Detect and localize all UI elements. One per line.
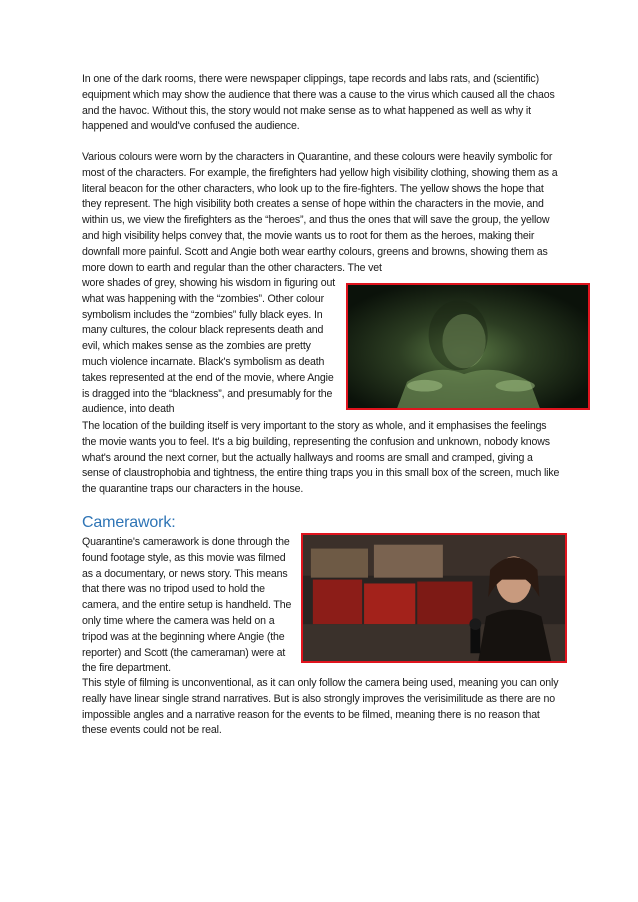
reporter-still-image <box>301 533 567 663</box>
paragraph-camerawork: Quarantine's camerawork is done through the found footage style, as this movie was filmed as a documentary, or news story. This means that there was no tripod used to hold the camera, and the entire setup is handheld. The only time where the camera was held on a tripod was at the beginning where Angie (the reporter) and Scott (the cameraman) were at the fire department. <box>82 536 292 675</box>
paragraph-location: The location of the building itself is very important to the story as whole, and it emphasises the feelings the movie wants you to feel. It's a big building, representing the confusion and unknown, nobody knows what's around the next corner, but the actually hallways and rooms are small and cramped, giving a sense of claustrophobia and tightness, the entire thing traps you in this small box of the screen, much like the quarantine traps our characters in the house. <box>82 420 560 496</box>
night-vision-still-image <box>346 283 590 410</box>
paragraph-filming-style: This style of filming is unconventional, as it can only follow the camera being used, meaning you can only really have linear single strand narratives. But is also strongly improves the verisimilitude as there are no impossible angles and a narrative reason for the events to be filmed, meaning there is no reason that these events could not be real. <box>82 677 559 737</box>
section-heading-camerawork: Camerawork: <box>82 514 176 531</box>
paragraph-evidence: In one of the dark rooms, there were newspaper clippings, tape records and labs rats, and (scientific) equipment which may show the audience that there was a cause to the virus which caused all the chaos and the havoc. Without this, the story would not make sense as to what happened as well as why it happened and would've confused the audience. <box>82 73 555 133</box>
reporter-picture <box>303 535 565 661</box>
paragraph-colours: Various colours were worn by the characters in Quarantine, and these colours were heavily symbolic for most of the characters. For example, the firefighters had yellow high visibility clothing, showing them as a literal beacon for the other characters, who look up to the fire-fighters. The yellow shows the hope that they represent. The high visibility both creates a sense of hope within the characters in the movie, and within us, we view the firefighters as the “heroes”, and thus the ones that will save the group, the yellow and high visibility helps convey that, the movie wants us to root for them as the heroes, making their downfall more painful. Scott and Angie both wear earthy colours, greens and browns, showing them as more down to earth and regular than the other characters. The vet <box>82 151 558 274</box>
night-vision-picture <box>348 285 588 408</box>
paragraph-colours-continued: wore shades of grey, showing his wisdom in figuring out what was happening with the “zombies”. Other colour symbolism includes the “zombies” fully black eyes. In many cultures, the colour black represents death and evil, which makes sense as the zombies are pretty much violence incarnate. Black's symbolism as death takes represented at the end of the movie, where Angie is dragged into the “blackness”, and presumably for the audience, into death <box>82 277 335 416</box>
